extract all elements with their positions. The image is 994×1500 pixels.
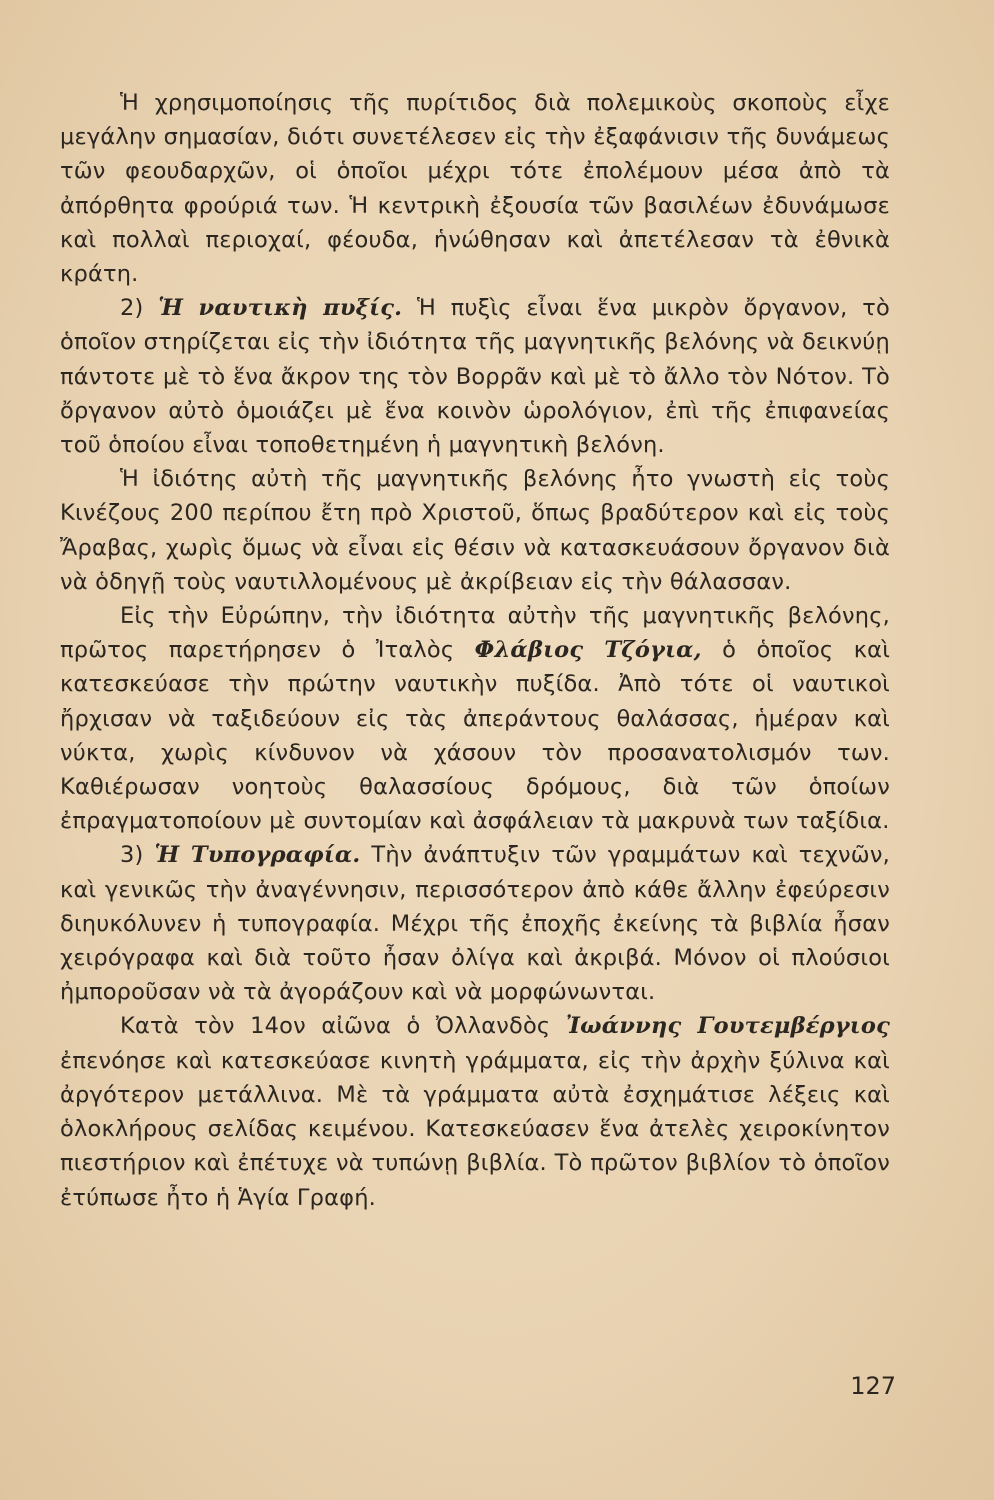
section-printing-number: 3) xyxy=(120,842,144,869)
paragraph-gunpowder xyxy=(60,86,890,291)
paragraph-europe-compass xyxy=(60,599,890,838)
paragraph-gutenberg-before: Κατὰ τὸν 14ον αἰῶνα ὁ Ὀλλανδὸς xyxy=(120,1013,551,1040)
section-printing-heading: Ἡ Τυπογραφία. xyxy=(154,842,361,869)
section-printing-text: Τὴν ἀνάπτυξιν τῶν γραμμάτων καὶ τεχνῶν, καὶ γενικῶς τὴν ἀναγέννησιν, περισσότερον ἀπὸ κάθε ἄλλην ἐφεύρεσιν διηυκόλυνεν ἡ τυπογραφία. Μέχρι τῆς ἐποχῆς ἐκείνης τὰ βιβλία ἦσαν χειρόγραφα καὶ διὰ τοῦτο ἦσαν ὀλίγα καὶ ἀκριβά. Μόνον οἱ πλούσιοι ἠμποροῦσαν νὰ τὰ ἀγοράζουν καὶ νὰ μορφώνωνται. xyxy=(60,842,890,1006)
body-text xyxy=(60,86,890,1215)
section-compass-text: Ἡ πυξὶς εἶναι ἕνα μικρὸν ὄργανον, τὸ ὁποῖον στηρίζεται εἰς τὴν ἰδιότητα τῆς μαγνητικῆς βελόνης νὰ δεικνύῃ πάντοτε μὲ τὸ ἕνα ἄκρον της τὸν Βορρᾶν καὶ μὲ τὸ ἄλλο τὸν Νότον. Τὸ ὄργανον αὐτὸ ὁμοιάζει μὲ ἕνα κοινὸν ὡρολόγιον, ἐπὶ τῆς ἐπιφανείας τοῦ ὁποίου εἶναι τοποθετημένη ἡ μαγνητικὴ βελόνη. xyxy=(60,295,890,459)
inventor-name-gutenberg: Ἰωάννης Γουτεμβέργιος xyxy=(565,1013,890,1040)
paragraph-needle-history xyxy=(60,462,890,599)
section-compass xyxy=(60,291,890,462)
section-compass-number: 2) xyxy=(120,295,144,322)
paragraph-gutenberg-after: ἐπενόησε καὶ κατεσκεύασε κινητὴ γράμματα, εἰς τὴν ἀρχὴν ξύλινα καὶ ἀργότερον μετάλλινα. Μὲ τὰ γράμματα αὐτὰ ἐσχημάτισε λέξεις καὶ ὁλοκλήρους σελίδας κειμένου. Κατεσκεύασεν ἕνα ἀτελὲς χειροκίνητον πιεστήριον καὶ ἐπέτυχε νὰ τυπώνῃ βιβλία. Τὸ πρῶτον βιβλίον τὸ ὁποῖον ἐτύπωσε ἦτο ἡ Ἁγία Γραφή. xyxy=(60,1047,890,1211)
paragraph-europe-after: ὁ ὁποῖος καὶ κατεσκεύασε τὴν πρώτην ναυτικὴν πυξίδα. Ἀπὸ τότε οἱ ναυτικοὶ ἤρχισαν νὰ ταξιδεύουν εἰς τὰς ἀπεράντους θαλάσσας, ἡμέραν καὶ νύκτα, χωρὶς κίνδυνον νὰ χάσουν τὸν προσανατολισμόν των. Καθιέρωσαν νοητοὺς θαλασσίους δρόμους, διὰ τῶν ὁποίων ἐπραγματοποίουν μὲ συντομίαν καὶ ἀσφάλειαν τὰ μακρυνὰ των ταξίδια. xyxy=(60,637,891,835)
paragraph-gutenberg xyxy=(60,1009,890,1214)
paragraph-gunpowder-text: Ἡ χρησιμοποίησις τῆς πυρίτιδος διὰ πολεμικοὺς σκοποὺς εἶχε μεγάλην σημασίαν, διότι συνετέλεσεν εἰς τὴν ἐξαφάνισιν τῆς δυνάμεως τῶν φεουδαρχῶν, οἱ ὁποῖοι μέχρι τότε ἐπολέμουν μέσα ἀπὸ τὰ ἀπόρθητα φρούριά των. Ἡ κεντρικὴ ἐξουσία τῶν βασιλέων ἐδυνάμωσε καὶ πολλαὶ περιοχαί, φέουδα, ἡνώθησαν καὶ ἀπετέλεσαν τὰ ἐθνικὰ κράτη. xyxy=(60,90,890,288)
section-compass-heading: Ἡ ναυτικὴ πυξίς. xyxy=(158,295,403,322)
page-number: 127 xyxy=(850,1372,896,1400)
section-printing xyxy=(60,838,890,1009)
inventor-name-gioia: Φλάβιος Τζόγια, xyxy=(474,637,702,664)
paragraph-europe-before: Εἰς τὴν Εὐρώπην, τὴν ἰδιότητα αὐτὴν τῆς μαγνητικῆς βελόνης, πρῶτος παρετήρησεν ὁ Ἰταλὸς xyxy=(60,603,890,664)
paragraph-needle-history-text: Ἡ ἰδιότης αὐτὴ τῆς μαγνητικῆς βελόνης ἦτο γνωστὴ εἰς τοὺς Κινέζους 200 περίπου ἔτη πρὸ Χριστοῦ, ὅπως βραδύτερον καὶ εἰς τοὺς Ἄραβας, χωρὶς ὅμως νὰ εἶναι εἰς θέσιν νὰ κατασκευάσουν ὄργανον διὰ νὰ ὁδηγῇ τοὺς ναυτιλλομένους μὲ ἀκρίβειαν εἰς τὴν θάλασσαν. xyxy=(60,466,890,595)
